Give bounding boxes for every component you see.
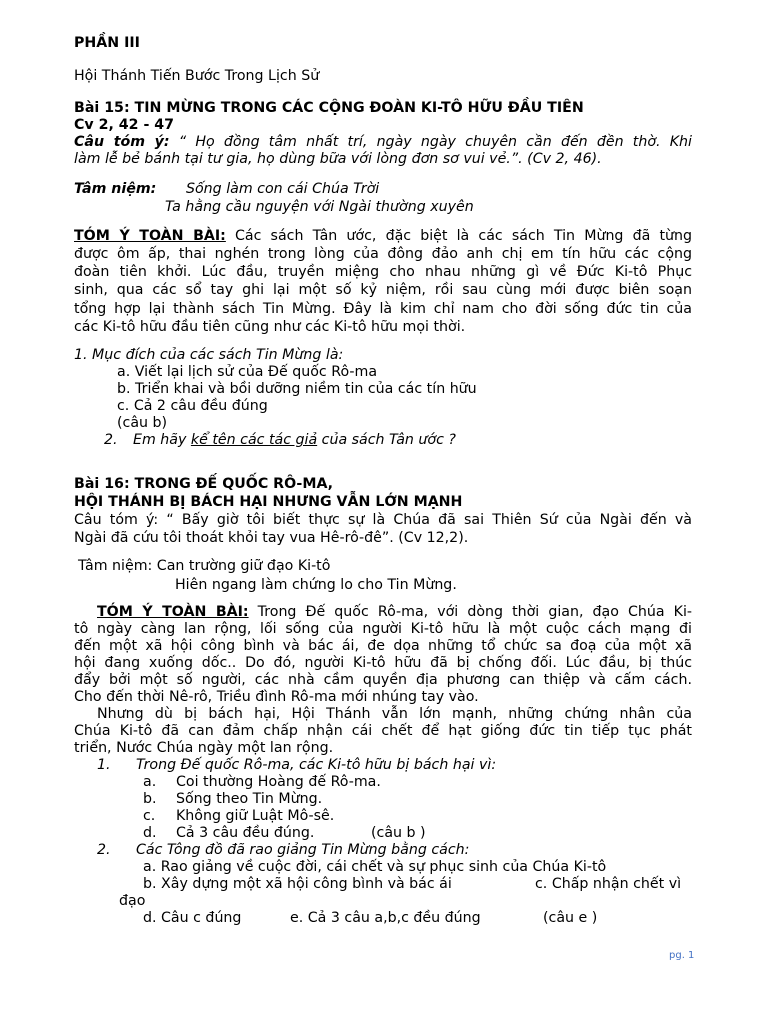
lesson16-question-2: Các Tông đồ đã rao giảng Tin Mừng bằng cách: bbox=[136, 842, 470, 858]
lesson16-q1-option-b-letter: b. bbox=[143, 791, 157, 807]
lesson16-q1-option-a-letter: a. bbox=[143, 774, 157, 790]
lesson15-question-2 bbox=[133, 432, 456, 449]
lesson15-reflection-line-1: Sống làm con cái Chúa Trời bbox=[186, 181, 380, 197]
lesson15-overview-line-3: đoàn tiên khởi. Lúc đầu, truyền miệng cho nhau những gì về Đức Ki-tô Phục bbox=[74, 264, 692, 280]
lesson16-summary-line-2: Ngài đã cứu tôi thoát khỏi tay vua Hê-rô-đê”. (Cv 12,2). bbox=[74, 530, 469, 546]
lesson15-title bbox=[74, 100, 584, 117]
lesson15-q2-underlined: kể tên các tác giả bbox=[190, 432, 318, 448]
lesson16-q1-option-c-letter: c. bbox=[143, 808, 156, 824]
lesson15-reflection-label: Tâm niệm: bbox=[74, 181, 157, 197]
lesson16-q1-option-d-letter: d. bbox=[143, 825, 157, 841]
lesson16-q2-option-c: c. Chấp nhận chết vì bbox=[535, 876, 682, 892]
lesson15-overview-line-2: được ôm ấp, thai nghén trong lòng của đông đảo anh chị em tín hữu các cộng bbox=[74, 246, 692, 262]
lesson16-reflection-line-1: Tâm niệm: Can trường giữ đạo Ki-tô bbox=[78, 558, 331, 574]
lesson15-overview-line-5: tổng hợp lại thành sách Tin Mừng. Đây là kim chỉ nam cho đời sống đức tin của bbox=[74, 301, 692, 317]
lesson15-q1-option-c: c. Cả 2 câu đều đúng bbox=[117, 398, 268, 414]
lesson16-summary-line-1: Câu tóm ý: “ Bấy giờ tôi biết thực sự là Chúa đã sai Thiên Sứ của Ngài đến và bbox=[74, 512, 692, 528]
page-number: pg. 1 bbox=[669, 950, 695, 961]
lesson16-overview-text: Trong Đế quốc Rô-ma, với dòng thời gian, đạo Chúa Ki- bbox=[248, 604, 693, 620]
lesson16-overview-line-7: Nhưng dù bị bách hại, Hội Thánh vẫn lớn mạnh, những chứng nhân của bbox=[97, 706, 692, 722]
lesson16-q1-number: 1. bbox=[97, 757, 111, 773]
lesson16-question-1: Trong Đế quốc Rô-ma, các Ki-tô hữu bị bách hại vì: bbox=[136, 757, 497, 773]
lesson16-q2-option-c-continued: đạo bbox=[119, 893, 146, 909]
lesson16-q2-option-a: a. Rao giảng về cuộc đời, cái chết và sự phục sinh của Chúa Ki-tô bbox=[143, 859, 607, 875]
lesson16-q2-option-e: e. Cả 3 câu a,b,c đều đúng bbox=[290, 910, 481, 926]
lesson16-q1-option-a: Coi thường Hoàng đế Rô-ma. bbox=[176, 774, 381, 790]
lesson16-label: Bài 16 bbox=[74, 476, 124, 492]
lesson15-reflection-line-2: Ta hằng cầu nguyện với Ngài thường xuyên bbox=[165, 199, 474, 215]
lesson16-overview-line-9: triển, Nước Chúa ngày một lan rộng. bbox=[74, 740, 334, 756]
lesson16-title-text: : TRONG ĐẾ QUỐC RÔ-MA, bbox=[123, 476, 334, 492]
lesson16-q2-option-b: b. Xây dựng một xã hội công bình và bác ái bbox=[143, 876, 452, 892]
lesson16-overview-line-1 bbox=[97, 604, 692, 621]
lesson16-q2-option-d: d. Câu c đúng bbox=[143, 910, 242, 926]
lesson15-summary-line-1 bbox=[74, 134, 692, 151]
lesson15-overview-label: TÓM Ý TOÀN BÀI: bbox=[74, 228, 226, 244]
lesson15-overview-line-4: sinh, qua các sổ tay ghi lại một số kỷ niệm, rồi sau cùng mới được biên soạn bbox=[74, 282, 692, 298]
lesson15-q2-post: của sách Tân ước ? bbox=[317, 432, 456, 448]
lesson16-overview-line-2: tô ngày càng lan rộng, lối sống của người Ki-tô hữu là một cuộc cách mạng đi bbox=[74, 621, 692, 637]
lesson16-reflection-line-2: Hiên ngang làm chứng lo cho Tin Mừng. bbox=[175, 577, 457, 593]
lesson16-q2-number: 2. bbox=[97, 842, 111, 858]
lesson16-overview-line-5: đẩy bởi một số người, các nhà cầm quyền địa phương can thiệp và cấm cách. bbox=[74, 672, 692, 688]
lesson15-summary-text: “ Họ đồng tâm nhất trí, ngày ngày chuyên cần đến đền thờ. Khi bbox=[169, 134, 692, 150]
lesson15-question-1: 1. Mục đích của các sách Tin Mừng là: bbox=[74, 347, 344, 363]
lesson15-overview-line-6: các Ki-tô hữu đầu tiên cũng như các Ki-tô hữu mọi thời. bbox=[74, 319, 466, 335]
lesson16-overview-line-3: đến một xã hội công bình và bác ái, đe dọa những tổ chức sa đoạ của một xã bbox=[74, 638, 692, 654]
part-subtitle: Hội Thánh Tiến Bước Trong Lịch Sử bbox=[74, 68, 320, 84]
lesson15-q1-answer: (câu b) bbox=[117, 415, 168, 431]
lesson16-q1-option-b: Sống theo Tin Mừng. bbox=[176, 791, 323, 807]
lesson15-q1-option-a: a. Viết lại lịch sử của Đế quốc Rô-ma bbox=[117, 364, 378, 380]
lesson16-overview-line-6: Cho đến thời Nê-rô, Triều đình Rô-ma mới nhúng tay vào. bbox=[74, 689, 479, 705]
lesson16-q1-option-d: Cả 3 câu đều đúng. bbox=[176, 825, 315, 841]
lesson16-q2-answer: (câu e ) bbox=[543, 910, 598, 926]
lesson16-title-line-2: HỘI THÁNH BỊ BÁCH HẠI NHƯNG VẪN LỚN MẠNH bbox=[74, 494, 463, 510]
lesson15-overview-line-1 bbox=[74, 228, 692, 245]
lesson15-overview-text: Các sách Tân ước, đặc biệt là các sách Tin Mừng đã từng bbox=[225, 228, 692, 244]
lesson16-overview-label: TÓM Ý TOÀN BÀI: bbox=[97, 604, 249, 620]
lesson16-overview-line-4: hội đang xuống dốc.. Do đó, người Ki-tô hữu đã bị chống đối. Lúc đầu, bị thúc bbox=[74, 655, 692, 671]
lesson15-title-text: : TIN MỪNG TRONG CÁC CỘNG ĐOÀN KI-TÔ HỮU ĐẦU TIÊN bbox=[123, 100, 584, 116]
lesson16-overview-line-8: Chúa Ki-tô đã can đảm chấp nhận cái chết để hạt giống đức tin tiếp tục phát bbox=[74, 723, 692, 739]
lesson16-title-line-1 bbox=[74, 476, 333, 493]
lesson15-summary-line-2: làm lễ bẻ bánh tại tư gia, họ dùng bữa với lòng đơn sơ vui vẻ.”. (Cv 2, 46). bbox=[74, 151, 602, 167]
lesson15-q2-number: 2. bbox=[104, 432, 118, 448]
lesson15-reference: Cv 2, 42 - 47 bbox=[74, 117, 175, 133]
lesson16-q1-answer: (câu b ) bbox=[371, 825, 426, 841]
lesson16-q1-option-c: Không giữ Luật Mô-sê. bbox=[176, 808, 335, 824]
part-heading: PHẦN III bbox=[74, 35, 140, 51]
lesson15-summary-label: Câu tóm ý: bbox=[74, 134, 170, 150]
lesson15-label: Bài 15 bbox=[74, 100, 124, 116]
lesson15-q2-pre: Em hãy bbox=[133, 432, 191, 448]
lesson15-q1-option-b: b. Triển khai và bồi dưỡng niềm tin của các tín hữu bbox=[117, 381, 477, 397]
